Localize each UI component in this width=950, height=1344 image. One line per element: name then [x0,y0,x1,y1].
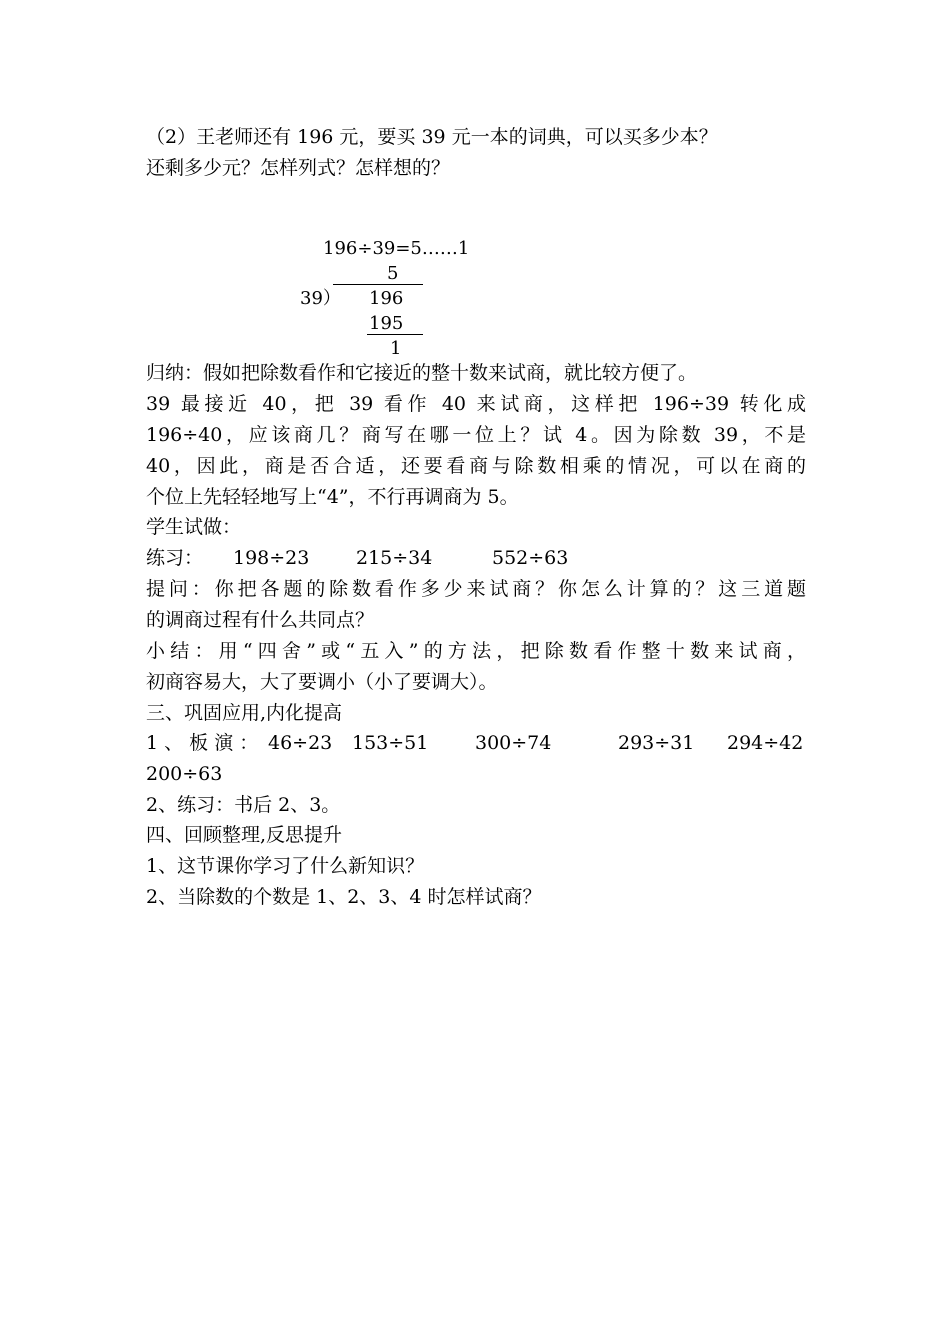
summary-line-4: 40，因此，商是否合适，还要看商与除数相乘的情况，可以在商的 [146,455,806,477]
section4-heading: 四、回顾整理,反思提升 [146,824,343,846]
conclusion-line-2: 初商容易大，大了要调小（小了要调大）。 [146,671,498,693]
section3-heading: 三、巩固应用,内化提高 [146,702,343,724]
board-label: 1 、 板 演 ： [146,732,259,754]
board-item: 46÷23 [268,732,333,754]
problem-line-1: （2）王老师还有 196 元，要买 39 元一本的词典，可以买多少本？ [146,126,718,148]
question-line-1: 提问：你把各题的除数看作多少来试商？你怎么计算的？这三道题 [146,578,806,600]
review-question-2: 2、当除数的个数是 1、2、3、4 时怎样试商？ [146,886,542,908]
trial-item: 198÷23 [233,547,310,569]
board-exercise-row [146,728,806,758]
question-line-2: 的调商过程有什么共同点？ [146,609,375,631]
trial-item: 552÷63 [492,547,569,569]
board-item: 300÷74 [475,732,552,754]
board-item: 153÷51 [352,732,429,754]
board-extra-item: 200÷63 [146,763,223,785]
division-quotient: 5 [387,263,399,284]
summary-line-1: 归纳：假如把除数看作和它接近的整十数来试商，就比较方便了。 [146,362,698,384]
practice-line: 2、练习：书后 2、3。 [146,794,341,816]
problem-line-2: 还剩多少元？怎样列式？怎样想的？ [146,157,451,179]
board-item: 294÷42 [727,732,804,754]
summary-line-2: 39 最接近 40，把 39 看作 40 来试商，这样把 196÷39 转化成 [146,393,806,415]
trial-item: 215÷34 [356,547,433,569]
conclusion-line-1: 小结：用“四舍”或“五入”的方法，把除数看作整十数来试商， [146,640,806,662]
division-subtraction-line [367,334,423,335]
summary-line-5: 个位上先轻轻地写上“4”，不行再调商为 5。 [146,486,519,508]
review-question-1: 1、这节课你学习了什么新知识？ [146,855,425,877]
long-division [0,0,950,360]
division-bar [333,284,423,285]
trial-exercise-row [146,543,569,573]
division-remainder: 1 [390,338,402,359]
division-equation: 196÷39=5……1 [323,238,470,259]
board-item: 293÷31 [618,732,695,754]
division-dividend: 196 [369,288,404,309]
division-product: 195 [369,313,404,334]
trial-heading: 学生试做： [146,516,242,538]
trial-label: 练习： [146,547,204,569]
summary-line-3: 196÷40，应该商几？商写在哪一位上？试 4。因为除数 39，不是 [146,424,806,446]
division-divisor: 39） [300,288,341,309]
